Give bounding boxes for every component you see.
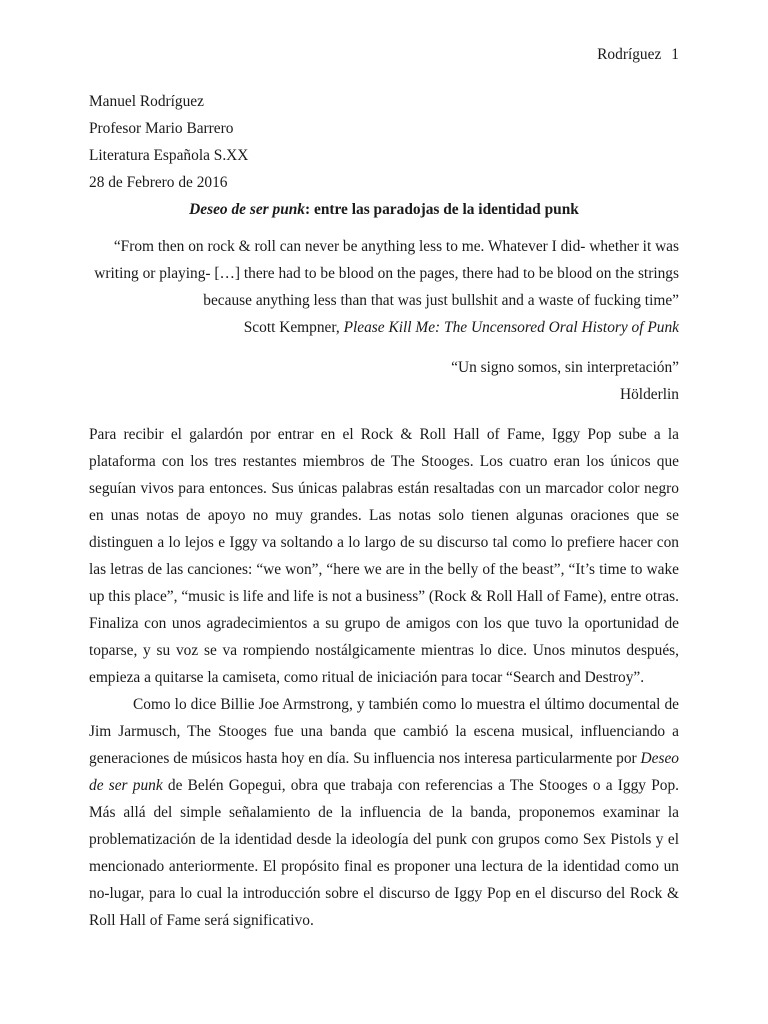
paragraph-2-italic-title: Deseo de ser punk (89, 750, 679, 794)
paper-title (89, 196, 679, 223)
epigraph1-attribution-work: Please Kill Me: The Uncensored Oral History of Punk (343, 319, 679, 336)
epigraph1-attribution (89, 314, 679, 341)
paper-title-rest: : entre las paradojas de la identidad punk (305, 201, 579, 218)
heading-author: Manuel Rodríguez (89, 93, 204, 110)
epigraph2-attribution: Hölderlin (620, 386, 679, 403)
epigraph1-line3: because anything less than that was just bullshit and a waste of fucking time” (203, 292, 679, 309)
heading-date: 28 de Febrero de 2016 (89, 174, 228, 191)
epigraph1-line2: writing or playing- […] there had to be blood on the pages, there had to be blood on the strings (94, 265, 679, 282)
epigraph-holderlin (89, 354, 679, 408)
paper-title-italic: Deseo de ser punk (189, 201, 306, 218)
paragraph-2-part-b: de Belén Gopegui, obra que trabaja con referencias a The Stooges o a Iggy Pop. Más allá del simple señalamiento de la influencia de la banda, proponemos examinar la problematización de la identidad desde la ideología del punk con grupos como Sex Pistols y el mencionado anteriormente. El propósito final es proponer una lectura de la identidad como un no-lugar, para lo cual la introducción sobre el discurso de Iggy Pop en el discurso del Rock & Roll Hall of Fame será significativo. (89, 777, 679, 929)
header-author-surname: Rodríguez (597, 46, 662, 63)
paragraph-2-part-a: Como lo dice Billie Joe Armstrong, y también como lo muestra el último documental de Jim Jarmusch, The Stooges fue una banda que cambió la escena musical, influenciando a generaciones de músicos hasta hoy en día. Su influencia nos interesa particularmente por (89, 696, 679, 767)
heading-course: Literatura Española S.XX (89, 147, 249, 164)
body-text (89, 421, 679, 934)
mla-heading (89, 88, 679, 223)
running-header (597, 44, 679, 66)
epigraph1-line1: “From then on rock & roll can never be anything less to me. Whatever I did- whether it was (113, 238, 679, 255)
page-number: 1 (671, 46, 679, 63)
epigraph-kempner (89, 233, 679, 341)
epigraph2-quote: “Un signo somos, sin interpretación” (451, 359, 679, 376)
heading-professor: Profesor Mario Barrero (89, 120, 234, 137)
epigraph1-attribution-name: Scott Kempner, (243, 319, 344, 336)
paragraph-2 (89, 691, 679, 934)
paragraph-1: Para recibir el galardón por entrar en el Rock & Roll Hall of Fame, Iggy Pop sube a la plataforma con los tres restantes miembros de The Stooges. Los cuatro eran los únicos que seguían vivos para entonces. Sus únicas palabras están resaltadas con un marcador color negro en unas notas de apoyo no muy grandes. Las notas solo tienen algunas oraciones que se distinguen a lo lejos e Iggy va soltando a lo largo de su discurso tal como lo prefiere hacer con las letras de las canciones: “we won”, “here we are in the belly of the beast”, “It’s time to wake up this place”, “music is life and life is not a business” (Rock & Roll Hall of Fame), entre otras. Finaliza con unos agradecimientos a su grupo de amigos con los que tuvo la oportunidad de toparse, y su voz se va rompiendo nostálgicamente mientras lo dice. Unos minutos después, empieza a quitarse la camiseta, como ritual de iniciación para tocar “Search and Destroy”. (89, 426, 679, 686)
